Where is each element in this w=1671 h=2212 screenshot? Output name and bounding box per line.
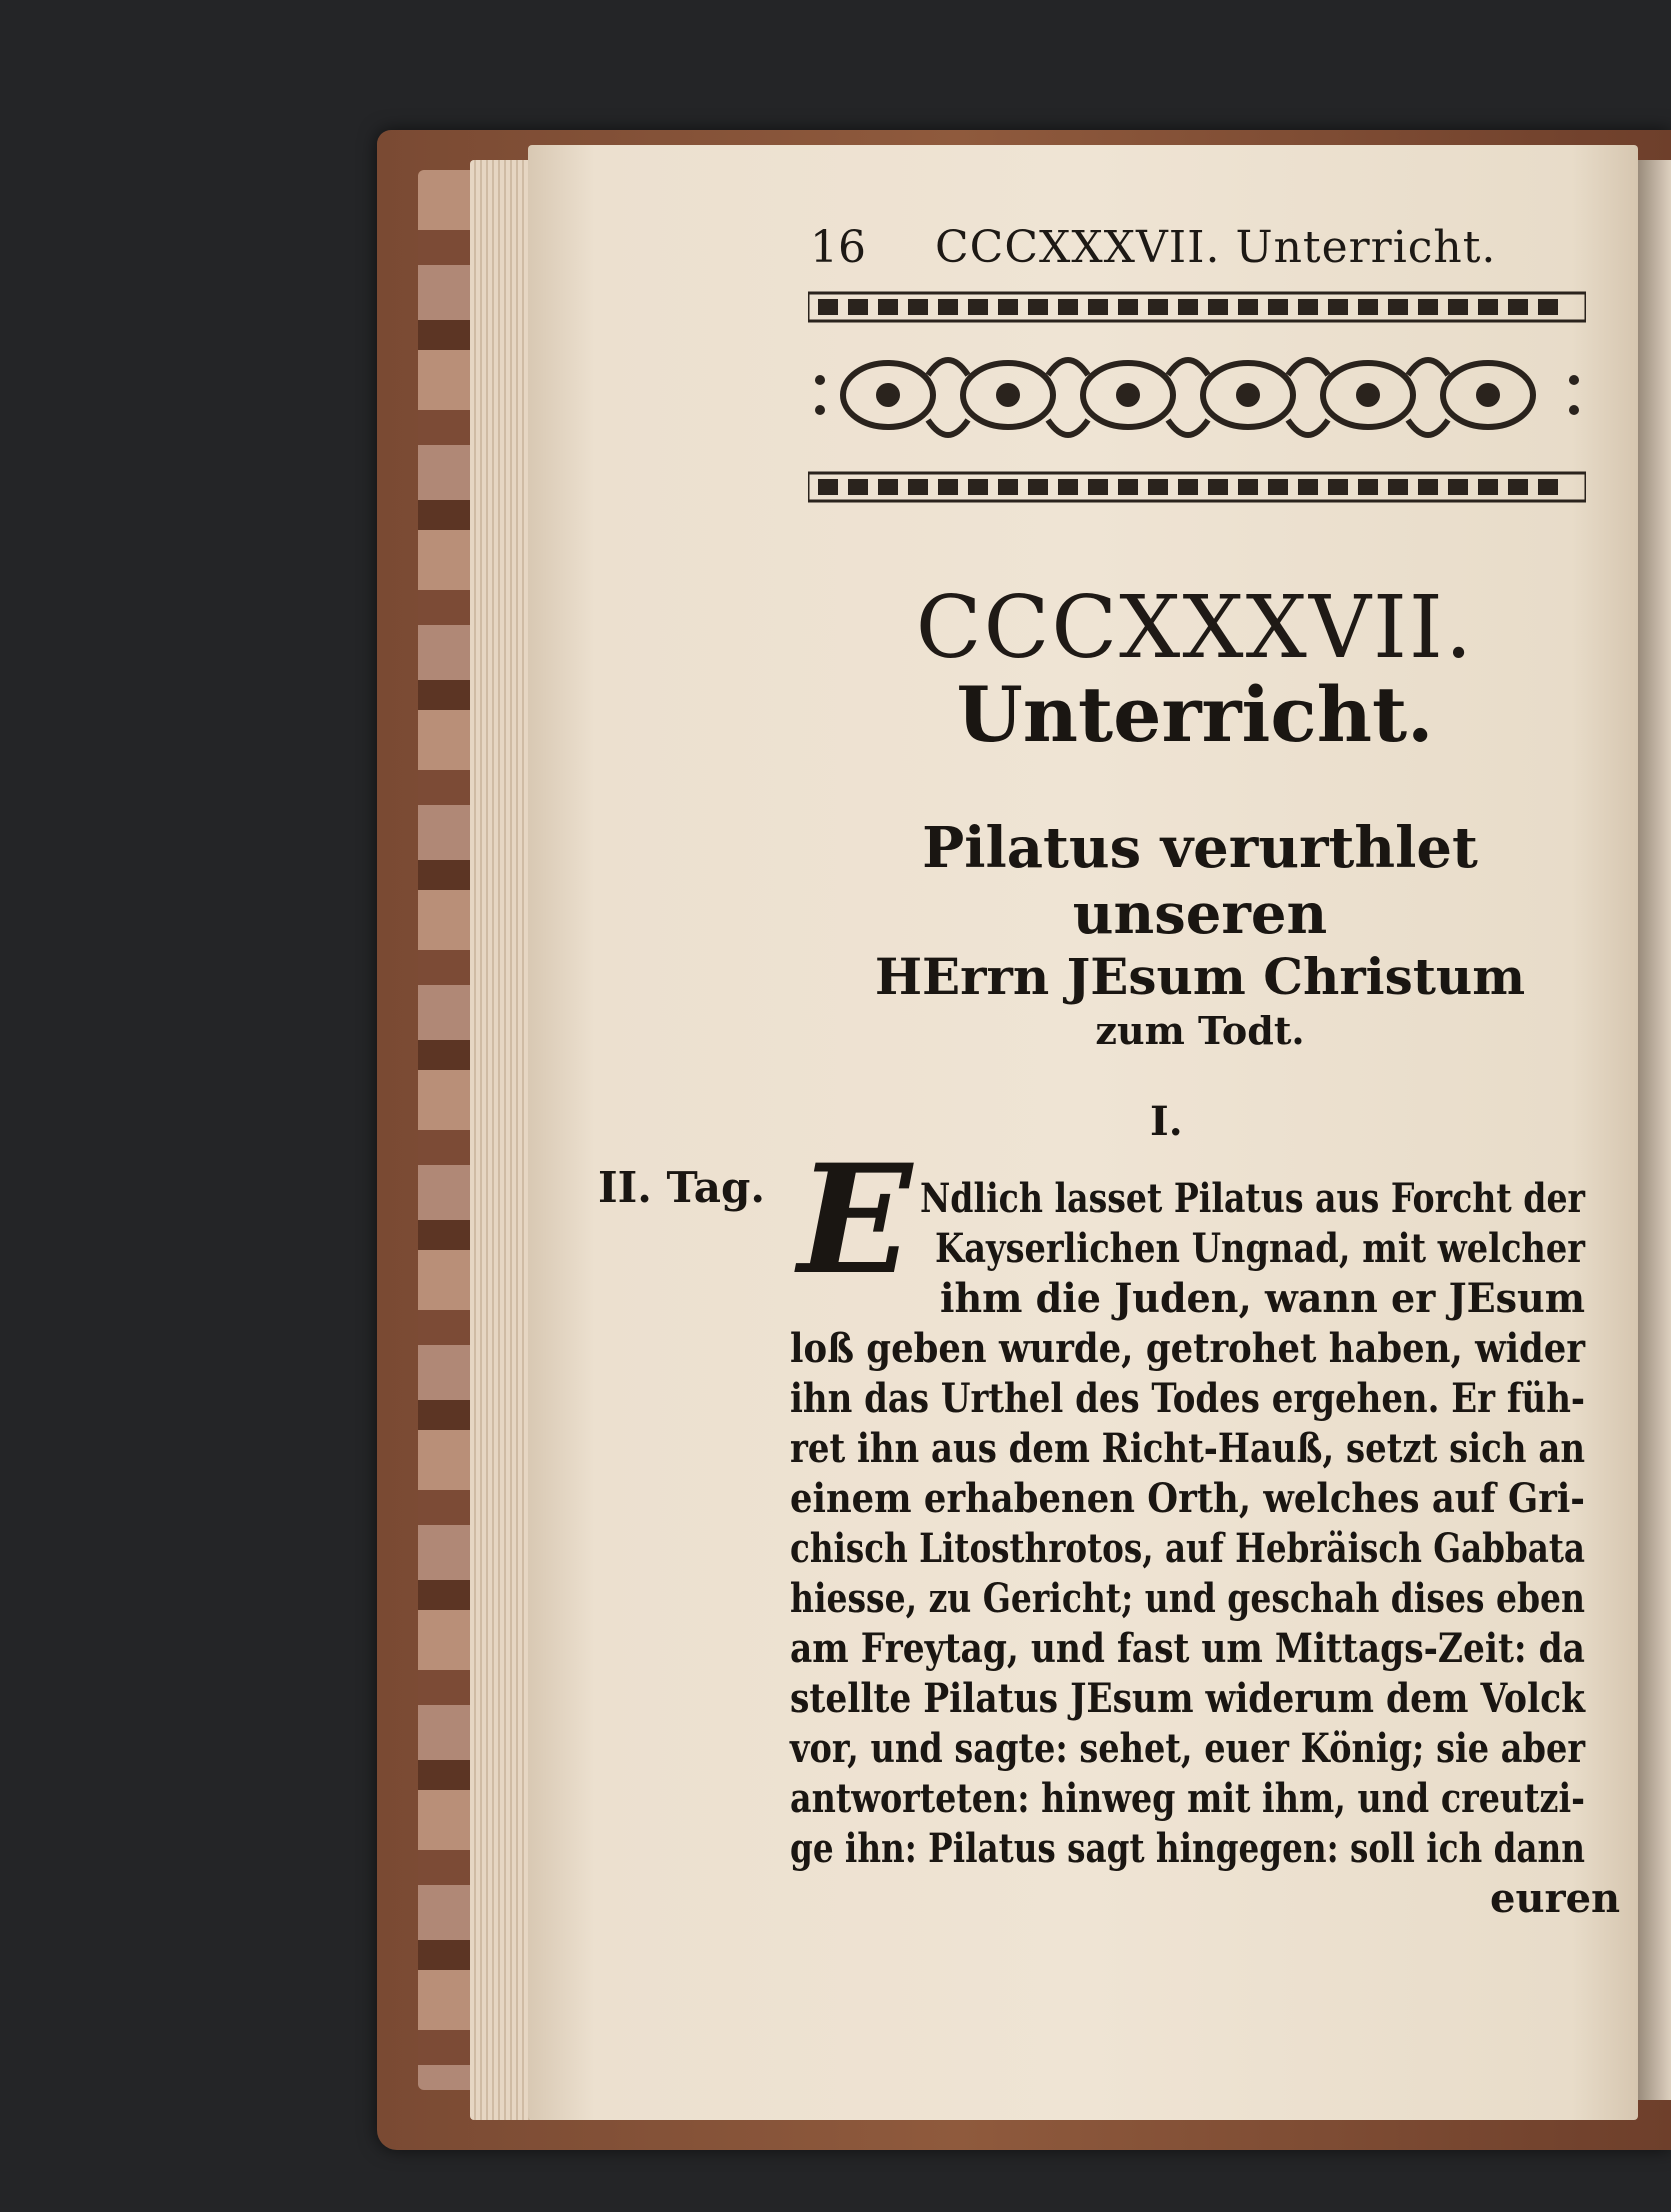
body-line: antworteten: hinweg mit ihm, und creutzi- xyxy=(790,1775,1585,1822)
body-line: Kayserlichen Ungnad, mit welcher xyxy=(935,1225,1585,1272)
page-header xyxy=(810,222,1580,282)
body-line: Ndlich lasset Pilatus aus Forcht der xyxy=(920,1175,1585,1222)
body-line: am Freytag, und fast um Mittags-Zeit: da xyxy=(790,1625,1585,1672)
page-number: 16 xyxy=(810,222,866,273)
body-line: stellte Pilatus JEsum widerum dem Volck xyxy=(790,1675,1585,1722)
subtitle-line-3: zum Todt. xyxy=(1095,1008,1305,1053)
section-number: I. xyxy=(1150,1098,1183,1145)
body-line: hiesse, zu Gericht; und geschah dises eben xyxy=(790,1575,1585,1622)
subtitle-line-1: Pilatus verurthlet unseren xyxy=(922,815,1478,947)
facing-page-edge xyxy=(1638,160,1671,2100)
body-line: chisch Litosthrotos, auf Hebräisch Gabbata xyxy=(790,1525,1585,1572)
chapter-subtitle xyxy=(820,815,1580,1055)
running-head: CCCXXXVII. Unterricht. xyxy=(935,222,1497,273)
catchword: euren xyxy=(1490,1875,1621,1922)
chapter-number: CCCXXXVII. xyxy=(915,578,1475,678)
body-line: vor, und sagte: sehet, euer König; sie aber xyxy=(790,1725,1585,1772)
body-line: einem erhabenen Orth, welches auf Gri- xyxy=(790,1475,1585,1522)
body-line: loß geben wurde, getrohet haben, wider xyxy=(790,1325,1585,1372)
body-line: ihn das Urthel des Todes ergehen. Er füh- xyxy=(790,1375,1585,1422)
decorative-ornament-band xyxy=(808,285,1586,510)
body-line: ge ihn: Pilatus sagt hingegen: soll ich dann xyxy=(790,1825,1585,1872)
body-line: ihm die Juden, wann er JEsum xyxy=(940,1275,1585,1322)
drop-cap-initial: E xyxy=(797,1132,913,1308)
body-line: ret ihn aus dem Richt-Hauß, setzt sich an xyxy=(790,1425,1585,1472)
chapter-title: Unterricht. xyxy=(956,670,1434,759)
subtitle-line-2: HErrn JEsum Christum xyxy=(874,947,1526,1006)
margin-note: II. Tag. xyxy=(598,1163,765,1212)
